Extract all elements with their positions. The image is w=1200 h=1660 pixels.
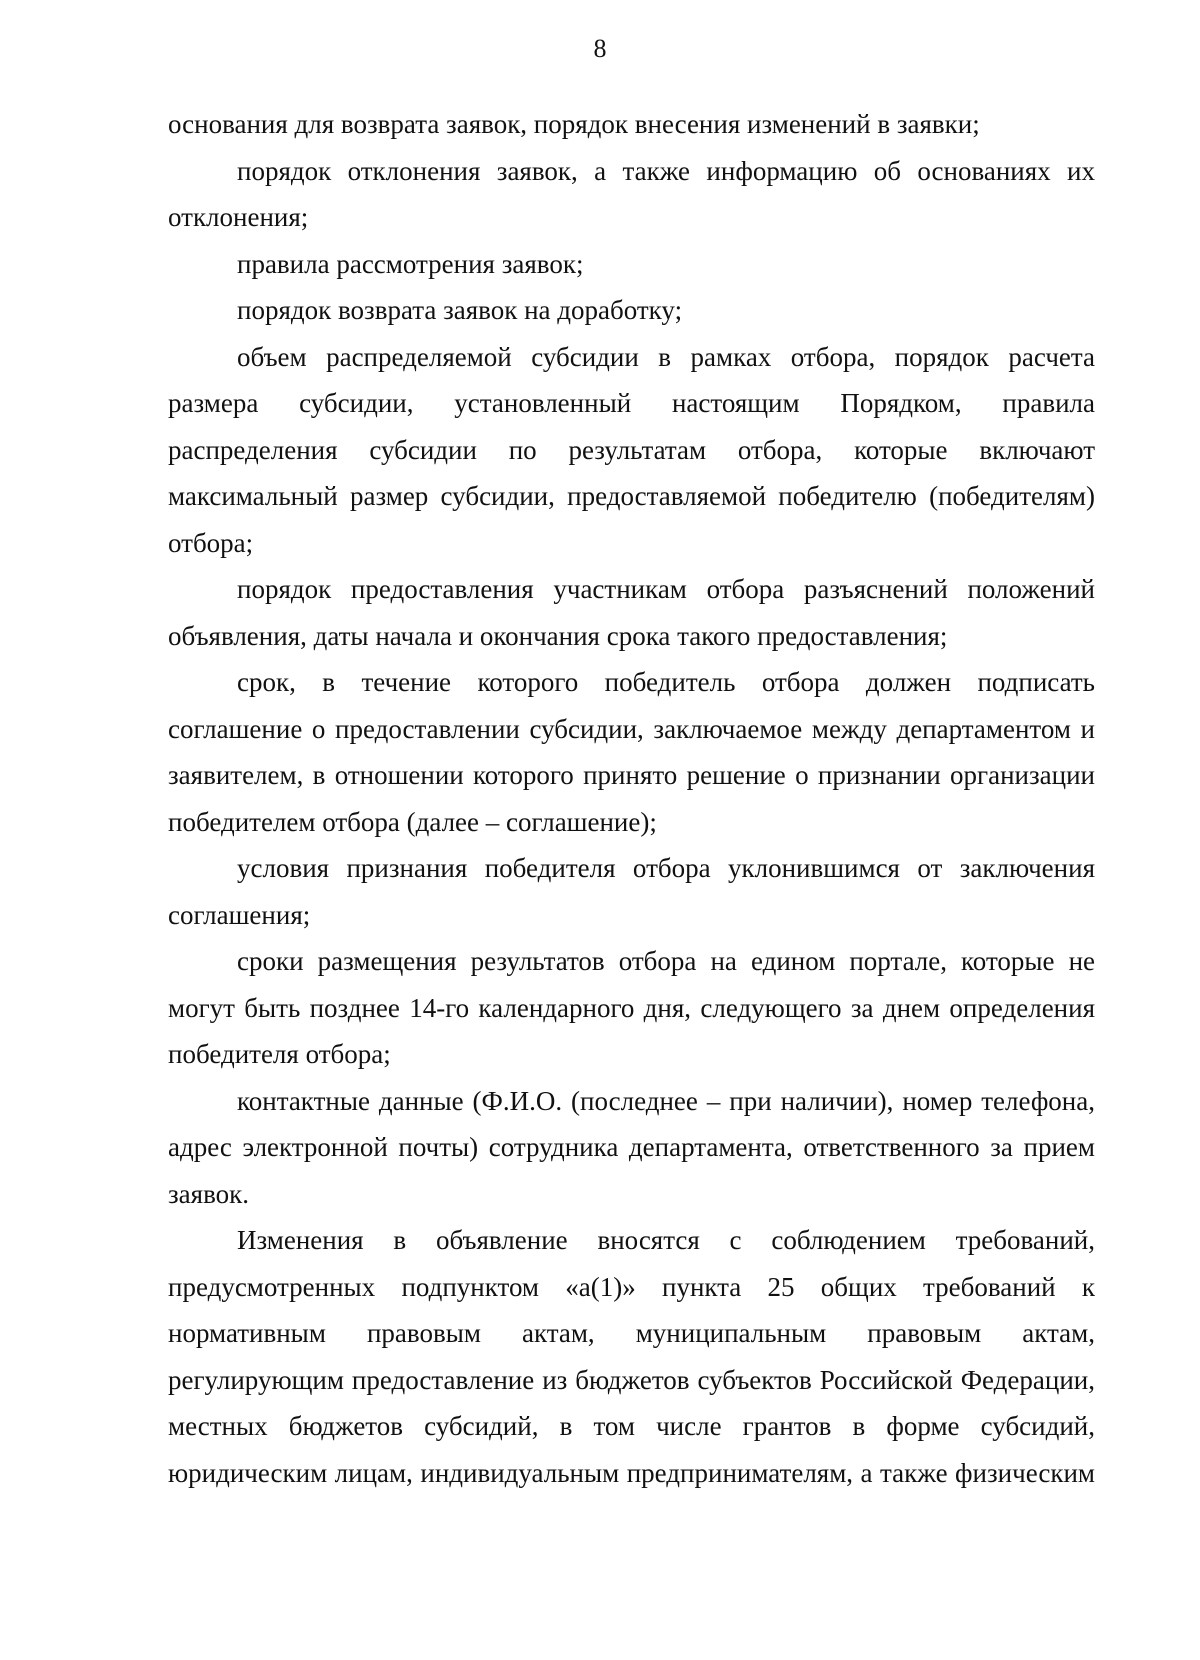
paragraph-evasion-conditions: условия признания победителя отбора уклонившимся от заключения соглашения; — [168, 853, 1095, 930]
paragraph-contact-details: контактные данные (Ф.И.О. (последнее – при наличии), номер телефона, адрес электронной почты) сотрудника департамента, ответственного за прием заявок. — [168, 1085, 1095, 1209]
paragraph-clarifications: порядок предоставления участникам отбора разъяснений положений объявления, даты начала и окончания срока такого предоставления; — [168, 574, 1095, 651]
paragraph-announcement-changes: Изменения в объявление вносятся с соблюдением требований, предусмотренных подпунктом «а(1)» пункта 25 общих требований к нормативным правовым актам, муниципальным правовым актам, регулирующим предоставление из бюджетов субъектов Российской Федерации, местных бюджетов субсидий, в том числе грантов в форме субсидий, юридическим лицам, индивидуальным предпринимателям, а также физическим — [168, 1225, 1095, 1488]
page-number: 8 — [593, 34, 607, 63]
document-body — [168, 101, 1095, 1496]
paragraph-results-publication: сроки размещения результатов отбора на едином портале, которые не могут быть позднее 14-го календарного дня, следующего за днем определения победителя отбора; — [168, 946, 1095, 1069]
paragraph-return-grounds: основания для возврата заявок, порядок внесения изменений в заявки; — [168, 109, 980, 139]
paragraph-review-rules: правила рассмотрения заявок; — [237, 248, 584, 279]
paragraph-rework-procedure: порядок возврата заявок на доработку; — [237, 295, 683, 325]
paragraph-rejection-procedure: порядок отклонения заявок, а также информацию об основаниях их отклонения; — [168, 155, 1095, 232]
paragraph-agreement-term: срок, в течение которого победитель отбора должен подписать соглашение о предоставлении субсидии, заключаемое между департаментом и заявителем, в отношении которого принято решение о признании организации победителем отбора (далее – соглашение); — [168, 667, 1095, 837]
paragraph-subsidy-volume: объем распределяемой субсидии в рамках отбора, порядок расчета размера субсидии, установленный настоящим Порядком, правила распределения субсидии по результатам отбора, которые включают максимальный размер субсидии, предоставляемой победителю (победителям) отбора; — [168, 341, 1095, 558]
